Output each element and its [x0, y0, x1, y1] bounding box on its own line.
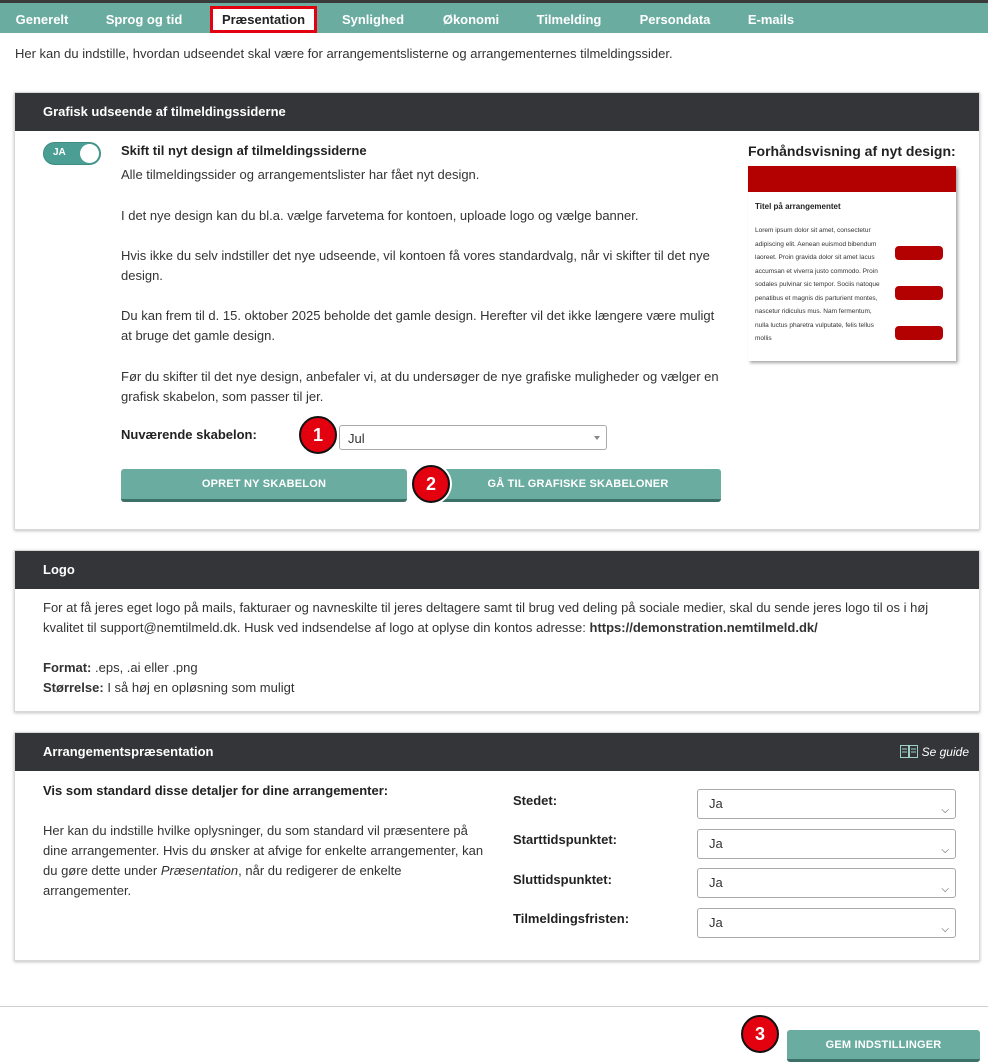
field-label-end: Sluttidspunktet:	[513, 872, 612, 887]
see-guide-link[interactable]	[900, 733, 969, 771]
presentation-description	[43, 821, 488, 901]
preview-button	[895, 246, 943, 260]
select-place[interactable]	[697, 789, 956, 819]
design-toggle[interactable]	[43, 142, 101, 165]
logo-text: . Husk ved indsendelse af logo at oplyse din kontos adresse:	[236, 620, 590, 635]
tab-praesentation[interactable]: Præsentation	[210, 6, 317, 33]
panel-event-presentation	[14, 732, 980, 961]
select-end[interactable]	[697, 868, 956, 898]
description-text: Her kan du indstille hvilke oplysninger, du som standard vil præsentere på dine arrangementer. Hvis du ønsker at afvige for enkelte arrangementer, kan du gøre dette under	[43, 823, 484, 878]
design-paragraph: I det nye design kan du bl.a. vælge farvetema for kontoen, uploade logo og vælge banner.	[121, 208, 639, 223]
preview-heading: Titel på arrangementet	[755, 202, 841, 211]
create-template-button[interactable]: OPRET NY SKABELON	[121, 469, 407, 502]
design-preview	[748, 166, 956, 361]
panel-header	[15, 733, 979, 771]
toggle-knob	[80, 144, 99, 163]
description-emphasis: Præsentation	[160, 863, 239, 878]
footer-divider	[0, 1006, 988, 1007]
field-label-place: Stedet:	[513, 793, 558, 808]
tab-oekonomi[interactable]: Økonomi	[442, 12, 500, 27]
account-url: https://demonstration.nemtilmeld.dk/	[589, 620, 818, 635]
select-value: Ja	[709, 875, 723, 890]
design-paragraph: Du kan frem til d. 15. oktober 2025 beholde det gamle design. Herefter vil det ikke længere være muligt at bruge det gamle design.	[121, 308, 715, 343]
select-value: Ja	[709, 796, 723, 811]
panel-logo	[14, 550, 980, 712]
see-guide-label: Se guide	[921, 745, 969, 759]
tab-persondata[interactable]: Persondata	[639, 12, 711, 27]
guide-book-icon	[900, 745, 918, 759]
presentation-heading: Vis som standard disse detaljer for dine arrangementer:	[43, 783, 389, 798]
chevron-down-icon: ⌵	[941, 805, 949, 816]
format-value: .eps, .ai eller .png	[91, 660, 198, 675]
step-badge: 2	[412, 465, 450, 503]
save-settings-button[interactable]: GEM INDSTILLINGER	[787, 1030, 980, 1062]
field-label-deadline: Tilmeldingsfristen:	[513, 911, 630, 926]
chevron-down-icon: ⌵	[941, 845, 949, 856]
panel-title: Arrangementspræsentation	[43, 744, 214, 759]
size-line	[43, 678, 953, 698]
design-paragraph: Alle tilmeldingssider og arrangementslister har fået nyt design.	[121, 167, 480, 182]
step-badge: 1	[299, 416, 337, 454]
chevron-down-icon: ⌵	[941, 884, 949, 895]
select-deadline[interactable]	[697, 908, 956, 938]
preview-banner	[748, 166, 956, 192]
step-badge: 3	[741, 1015, 779, 1053]
preview-body: Lorem ipsum dolor sit amet, consectetur adipiscing elit. Aenean euismod bibendum laoreet. Proin gravida dolor sit amet lacus accumsan et viverra justo commodo. Proin sodales pulvinar sic tempor. Sociis natoque penatibus et magnis dis parturient montes, nascetur ridiculus mus. Nam fermentum, nulla luctus pharetra vulputate, felis tellus mollis	[755, 227, 880, 342]
design-heading: Skift til nyt design af tilmeldingssiderne	[121, 143, 367, 158]
panel-header: Grafisk udseende af tilmeldingssiderne	[15, 93, 979, 131]
caret-down-icon	[594, 436, 600, 440]
intro-text: Her kan du indstille, hvordan udseendet skal være for arrangementslisterne og arrangementernes tilmeldingssider.	[15, 46, 673, 61]
design-paragraph: Før du skifter til det nye design, anbefaler vi, at du undersøger de nye grafiske muligheder og vælger en grafisk skabelon, som passer til jer.	[121, 369, 719, 404]
format-label: Format:	[43, 660, 92, 675]
tab-synlighed[interactable]: Synlighed	[341, 12, 405, 27]
chevron-down-icon: ⌵	[941, 924, 949, 935]
preview-title: Forhåndsvisning af nyt design:	[748, 143, 956, 159]
size-value: I så høj en opløsning som muligt	[103, 680, 295, 695]
logo-instructions	[43, 598, 953, 638]
preview-button	[895, 326, 943, 340]
template-select-value: Jul	[348, 431, 365, 446]
field-label-start: Starttidspunktet:	[513, 832, 617, 847]
tab-bar	[0, 0, 988, 33]
panel-header: Logo	[15, 551, 979, 589]
select-value: Ja	[709, 915, 723, 930]
preview-button	[895, 286, 943, 300]
tab-emails[interactable]: E-mails	[747, 12, 795, 27]
goto-templates-button[interactable]: GÅ TIL GRAFISKE SKABELONER	[435, 469, 721, 502]
template-label: Nuværende skabelon:	[121, 427, 257, 442]
design-paragraph: Hvis ikke du selv indstiller det nye udseende, vil kontoen få vores standardvalg, når vi skifter til det nye design.	[121, 248, 710, 283]
select-value: Ja	[709, 836, 723, 851]
template-select[interactable]	[339, 425, 607, 450]
toggle-label: JA	[53, 147, 66, 158]
panel-graphic-design	[14, 92, 980, 530]
format-line	[43, 658, 953, 678]
support-email-link[interactable]: support@nemtilmeld.dk	[100, 620, 237, 635]
tab-tilmelding[interactable]: Tilmelding	[536, 12, 602, 27]
logo-text: For at få jeres eget logo på mails, fakturaer og navneskilte til jeres deltagere samt til brug ved deling på sociale medier, skal du sende jeres logo til os i høj kvalitet til	[43, 600, 929, 635]
description-text: , når du redigerer de enkelte arrangementer.	[43, 863, 402, 898]
size-label: Størrelse:	[43, 680, 104, 695]
tab-generelt[interactable]: Generelt	[15, 12, 69, 27]
select-start[interactable]	[697, 829, 956, 859]
tab-sprog-og-tid[interactable]: Sprog og tid	[105, 12, 183, 27]
